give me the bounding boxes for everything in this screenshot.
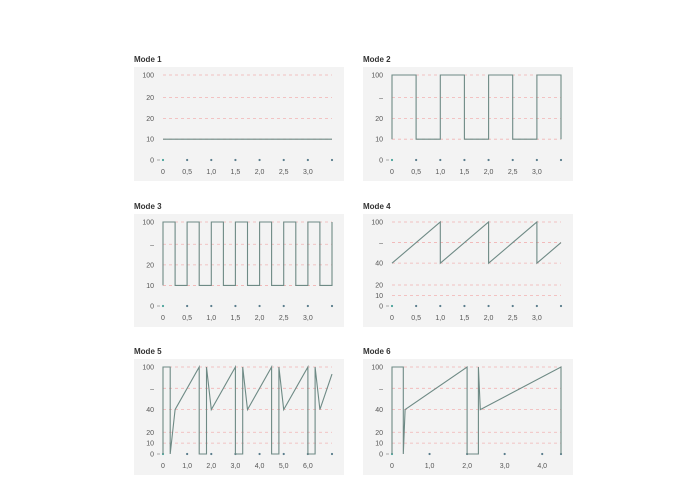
series-line: [163, 222, 332, 285]
chart-svg: [134, 359, 344, 475]
x-axis-dot: [186, 453, 188, 455]
chart-svg: [363, 359, 573, 475]
x-axis-dot: [536, 305, 538, 307]
y-tick-label: 0: [150, 451, 154, 459]
x-axis-dot: [258, 305, 260, 307]
y-tick-label: 40: [375, 407, 383, 415]
x-tick-label: 0: [390, 463, 394, 470]
x-tick-label: 2,5: [278, 169, 289, 176]
y-tick-label: 100: [371, 219, 383, 227]
x-tick-label: 0: [390, 169, 394, 176]
x-tick-label: 1,5: [230, 169, 241, 176]
x-tick-label: 0: [161, 463, 165, 470]
x-axis-dot: [463, 159, 465, 161]
x-axis-dot: [541, 453, 543, 455]
y-tick-label: 10: [375, 136, 383, 144]
y-tick-label: 20: [375, 115, 383, 123]
x-tick-label: 4,0: [537, 463, 548, 470]
y-tick-label: 10: [375, 293, 383, 300]
y-tick-label: 10: [146, 136, 154, 144]
x-tick-label: 0,5: [411, 169, 422, 176]
chart-title: Mode 2: [363, 55, 391, 64]
x-tick-label: 2,5: [507, 169, 518, 176]
x-axis-dot: [504, 453, 506, 455]
chart-title: Mode 3: [134, 202, 162, 211]
x-axis-dot: [258, 159, 260, 161]
x-tick-label: 3,0: [531, 315, 542, 322]
x-axis-dot: [560, 305, 562, 307]
y-tick-label: 10: [146, 440, 154, 448]
x-axis-dot: [415, 159, 417, 161]
y-tick-label: 100: [142, 364, 154, 372]
series-line: [392, 75, 561, 139]
x-axis-dot: [512, 159, 514, 161]
chart-area: [363, 67, 573, 181]
x-tick-label: 4,0: [254, 463, 265, 470]
x-tick-label: 1,0: [435, 315, 446, 322]
x-tick-label: 1,0: [435, 169, 446, 176]
x-tick-label: 3,0: [302, 169, 313, 176]
x-axis-dot: [186, 159, 188, 161]
x-axis-dot: [283, 453, 285, 455]
x-tick-label: 1,0: [182, 463, 193, 470]
y-tick-label: –: [150, 241, 154, 249]
y-tick-label: 0: [379, 303, 383, 311]
x-tick-label: 1,0: [206, 315, 217, 322]
chart-area: [134, 214, 344, 327]
x-axis-dot: [487, 305, 489, 307]
x-tick-label: 0,5: [182, 169, 193, 176]
y-tick-label: –: [379, 240, 383, 248]
x-axis-dot: [439, 305, 441, 307]
y-tick-label: 100: [142, 219, 154, 227]
chart-title: Mode 5: [134, 347, 162, 356]
y-tick-label: 0: [150, 157, 154, 165]
x-tick-label: 3,0: [531, 169, 542, 176]
chart-area: [363, 214, 573, 327]
x-axis-dot: [560, 159, 562, 161]
x-tick-label: 0: [161, 315, 165, 322]
x-axis-dot: [439, 159, 441, 161]
x-tick-label: 6,0: [302, 463, 313, 470]
y-tick-label: 40: [375, 260, 383, 268]
y-tick-label: 20: [146, 95, 154, 103]
y-tick-label: 40: [146, 407, 154, 415]
x-tick-label: 2,5: [278, 315, 289, 322]
x-tick-label: 1,5: [459, 169, 470, 176]
chart-panel-5: [134, 346, 344, 470]
x-axis-dot: [162, 159, 164, 161]
x-tick-label: 0: [161, 169, 165, 176]
y-tick-label: 0: [150, 303, 154, 311]
y-tick-label: 20: [375, 282, 383, 290]
series-line: [163, 367, 332, 454]
x-axis-dot: [258, 453, 260, 455]
x-axis-dot: [463, 305, 465, 307]
x-axis-dot: [487, 159, 489, 161]
x-axis-dot: [331, 453, 333, 455]
x-axis-dot: [162, 305, 164, 307]
y-tick-label: 100: [371, 364, 383, 372]
x-axis-dot: [283, 159, 285, 161]
y-tick-label: –: [150, 385, 154, 393]
y-tick-label: 10: [146, 282, 154, 290]
x-tick-label: 1,0: [424, 463, 435, 470]
x-axis-dot: [283, 305, 285, 307]
series-line: [392, 367, 561, 454]
chart-panel-1: [134, 54, 344, 176]
chart-title: Mode 1: [134, 55, 162, 64]
y-tick-label: 100: [371, 72, 383, 80]
chart-area: [363, 359, 573, 475]
x-tick-label: 1,5: [459, 315, 470, 322]
y-tick-label: 10: [375, 440, 383, 448]
x-tick-label: 5,0: [278, 463, 289, 470]
x-axis-dot: [210, 159, 212, 161]
x-tick-label: 2,5: [507, 315, 518, 322]
chart-area: [134, 359, 344, 475]
x-axis-dot: [391, 305, 393, 307]
x-axis-dot: [234, 305, 236, 307]
x-axis-dot: [307, 305, 309, 307]
x-tick-label: 0: [390, 315, 394, 322]
x-tick-label: 2,0: [483, 315, 494, 322]
chart-svg: [134, 67, 344, 181]
x-axis-dot: [186, 305, 188, 307]
x-tick-label: 2,0: [483, 169, 494, 176]
x-tick-label: 2,0: [462, 463, 472, 470]
x-tick-label: 3,0: [230, 463, 241, 470]
x-tick-label: 3,0: [499, 463, 510, 470]
x-axis-dot: [307, 159, 309, 161]
chart-area: [134, 67, 344, 181]
chart-title: Mode 6: [363, 347, 391, 356]
y-tick-label: 0: [379, 157, 383, 165]
x-axis-dot: [415, 305, 417, 307]
x-axis-dot: [428, 453, 430, 455]
y-tick-label: 20: [375, 429, 383, 437]
x-tick-label: 3,0: [302, 315, 313, 322]
chart-svg: [134, 214, 344, 327]
y-tick-label: 100: [142, 72, 154, 80]
y-tick-label: 20: [146, 115, 154, 123]
chart-panel-6: [363, 346, 573, 470]
x-axis-dot: [331, 159, 333, 161]
y-tick-label: 20: [146, 429, 154, 437]
x-tick-label: 1,0: [206, 169, 217, 176]
chart-svg: [363, 214, 573, 327]
x-tick-label: 2,0: [254, 315, 265, 322]
x-tick-label: 2,0: [254, 169, 265, 176]
y-tick-label: 0: [379, 451, 383, 459]
x-tick-label: 2,0: [206, 463, 217, 470]
chart-panel-4: [363, 201, 573, 322]
chart-title: Mode 4: [363, 202, 391, 211]
x-tick-label: 0,5: [182, 315, 193, 322]
x-axis-dot: [234, 159, 236, 161]
y-tick-label: 20: [146, 262, 154, 270]
chart-panel-2: [363, 54, 573, 176]
x-axis-dot: [210, 453, 212, 455]
x-axis-dot: [536, 159, 538, 161]
chart-svg: [363, 67, 573, 181]
y-tick-label: –: [379, 385, 383, 393]
y-tick-label: –: [379, 95, 383, 103]
chart-panel-3: [134, 201, 344, 322]
x-tick-label: 0,5: [411, 315, 422, 322]
x-axis-dot: [512, 305, 514, 307]
x-axis-dot: [391, 159, 393, 161]
x-axis-dot: [210, 305, 212, 307]
x-tick-label: 1,5: [230, 315, 241, 322]
x-axis-dot: [331, 305, 333, 307]
